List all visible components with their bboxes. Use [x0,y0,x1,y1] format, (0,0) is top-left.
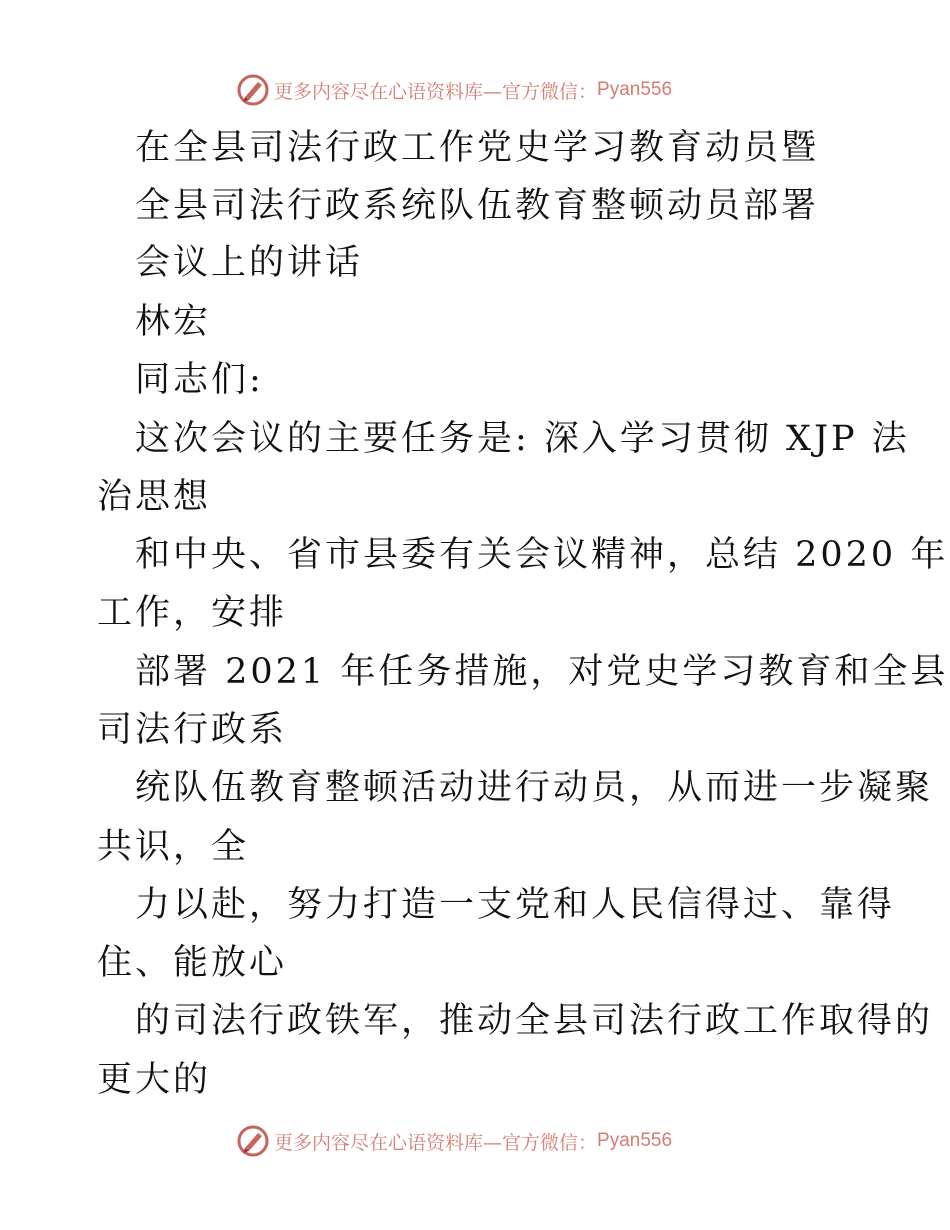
paragraph-line: 的司法行政铁军，推动全县司法行政工作取得的 [135,1001,934,1041]
watermark-wechat-id: Pyan556 [597,1130,673,1151]
paragraph-line: 住、能放心 [97,943,288,983]
paragraph-line: 这次会议的主要任务是: 深入学习贯彻 XJP 法 [135,419,910,459]
paragraph-line: 和中央、省市县委有关会议精神，总结 2020 年 [135,535,949,575]
paragraph-line: 工作，安排 [97,593,288,633]
title-line-1: 在全县司法行政工作党史学习教育动员暨 [135,128,820,168]
brush-pen-seal-icon [236,1124,270,1158]
author-name: 林宏 [135,302,212,342]
header-watermark [236,73,672,107]
salutation: 同志们: [135,360,264,400]
watermark-text: 更多内容尽在心语资料库—官方微信： [274,80,598,103]
paragraph-line: 治思想 [97,477,212,517]
paragraph-line: 部署 2021 年任务措施，对党史学习教育和全县 [135,652,949,692]
watermark-wechat-id: Pyan556 [597,79,673,100]
title-line-2: 全县司法行政系统队伍教育整顿动员部署 [135,186,820,226]
footer-watermark [236,1124,672,1158]
paragraph-line: 更大的 [97,1060,212,1100]
paragraph-line: 司法行政系 [97,710,288,750]
title-line-3: 会议上的讲话 [135,243,364,283]
paragraph-line: 力以赴，努力打造一支党和人民信得过、靠得 [135,885,896,925]
paragraph-line: 统队伍教育整顿活动进行动员，从而进一步凝聚 [135,768,934,808]
paragraph-line: 共识，全 [97,827,250,867]
watermark-text: 更多内容尽在心语资料库—官方微信： [274,1131,598,1154]
brush-pen-seal-icon [236,73,270,107]
